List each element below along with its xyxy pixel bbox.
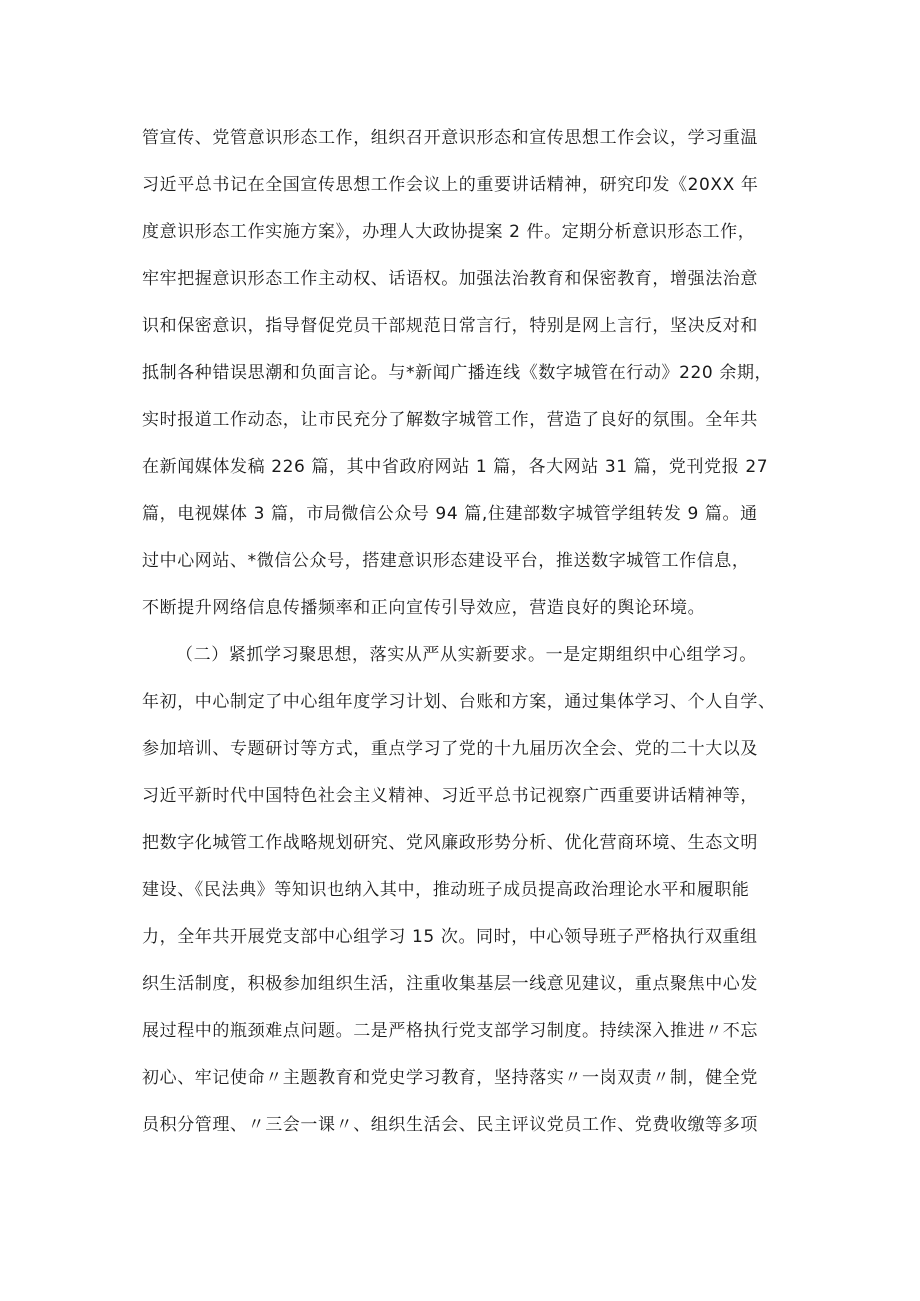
text-line: 把数字化城管工作战略规划研究、党风廉政形势分析、优化营商环境、生态文明 — [142, 833, 758, 853]
text-line: 实时报道工作动态，让市民充分了解数字城管工作，营造了良好的氛围。全年共 — [142, 410, 758, 430]
text-line: 建设、《民法典》等知识也纳入其中，推动班子成员提高政治理论水平和履职能 — [142, 880, 750, 900]
text-line: 习近平总书记在全国宣传思想工作会议上的重要讲话精神，研究印发《20XX 年 — [142, 175, 759, 195]
text-line: 过中心网站、*微信公众号，搭建意识形态建设平台，推送数字城管工作信息， — [142, 551, 750, 571]
text-line: 力，全年共开展党支部中心组学习 15 次。同时，中心领导班子严格执行双重组 — [142, 927, 758, 947]
text-line: 不断提升网络信息传播频率和正向宣传引导效应，营造良好的舆论环境。 — [142, 598, 706, 618]
text-line: 织生活制度，积极参加组织生活，注重收集基层一线意见建议，重点聚焦中心发 — [142, 974, 758, 994]
text-line: 习近平新时代中国特色社会主义精神、习近平总书记视察广西重要讲话精神等， — [142, 786, 758, 806]
text-line: 管宣传、党管意识形态工作，组织召开意识形态和宣传思想工作会议，学习重温 — [142, 128, 758, 148]
text-line: 年初，中心制定了中心组年度学习计划、台账和方案，通过集体学习、个人自学、 — [142, 692, 776, 712]
text-line: 牢牢把握意识形态工作主动权、话语权。加强法治教育和保密教育，增强法治意 — [142, 269, 758, 289]
text-line: 识和保密意识，指导督促党员干部规范日常言行，特别是网上言行，坚决反对和 — [142, 316, 758, 336]
text-line: 初心、牢记使命〃主题教育和党史学习教育，坚持落实〃一岗双责〃制，健全党 — [142, 1068, 758, 1088]
text-line: 抵制各种错误思潮和负面言论。与*新闻广播连线《数字城管在行动》220 余期， — [142, 363, 773, 383]
section-heading-line: （二）紧抓学习聚思想，落实从严从实新要求。一是定期组织中心组学习。 — [176, 645, 757, 665]
text-line: 篇，电视媒体 3 篇，市局微信公众号 94 篇,住建部数字城管学组转发 9 篇。通 — [142, 504, 758, 524]
text-line: 展过程中的瓶颈难点问题。二是严格执行党支部学习制度。持续深入推进〃不忘 — [142, 1021, 758, 1041]
text-line: 参加培训、专题研讨等方式，重点学习了党的十九届历次全会、党的二十大以及 — [142, 739, 758, 759]
text-line: 员积分管理、〃三会一课〃、组织生活会、民主评议党员工作、党费收缴等多项 — [142, 1115, 758, 1135]
text-line: 在新闻媒体发稿 226 篇，其中省政府网站 1 篇，各大网站 31 篇，党刊党报 27 — [142, 457, 769, 477]
text-line: 度意识形态工作实施方案》，办理人大政协提案 2 件。定期分析意识形态工作， — [142, 222, 756, 242]
